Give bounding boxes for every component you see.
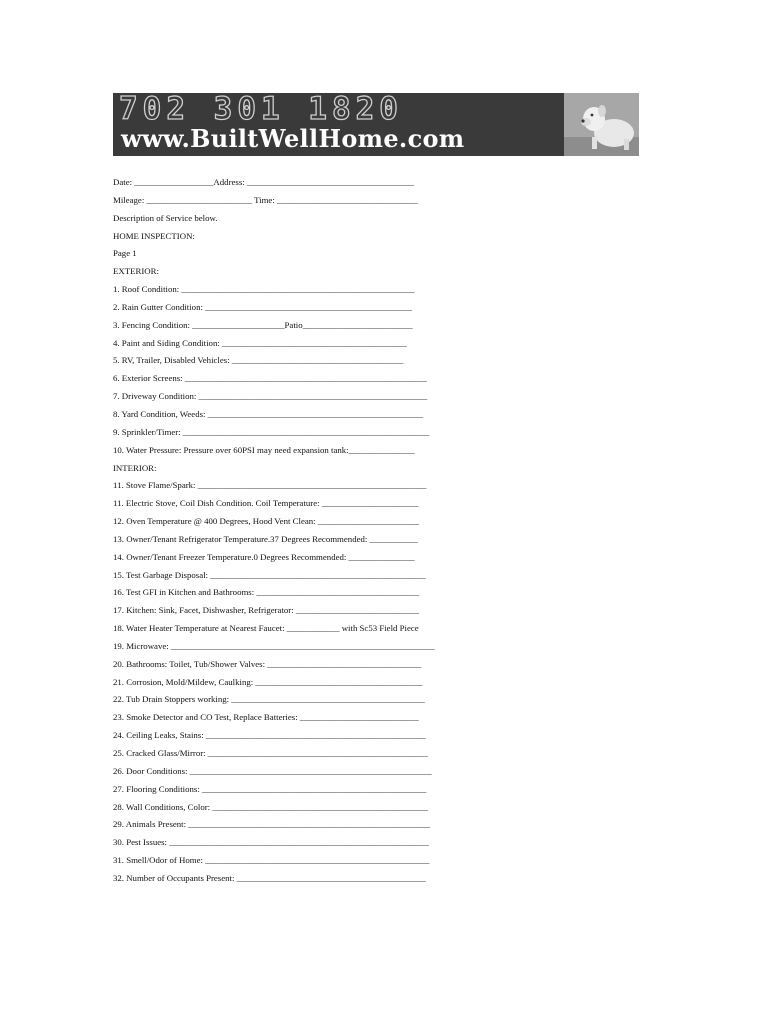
form-line: 6. Exterior Screens: _______________________________________________________ bbox=[113, 373, 427, 384]
form-line: 25. Cracked Glass/Mirror: __________________________________________________ bbox=[113, 748, 428, 758]
form-line: 1. Roof Condition: _____________________________________________________ bbox=[113, 284, 415, 295]
form-line: 13. Owner/Tenant Refrigerator Temperature.37 Degrees Recommended: ___________ bbox=[113, 533, 418, 544]
form-line: 31. Smell/Odor of Home: ___________________________________________________ bbox=[113, 855, 430, 866]
dog-photo-icon bbox=[564, 93, 639, 156]
form-line: 22. Tub Drain Stoppers working: ____________________________________________ bbox=[113, 694, 425, 705]
form-line: 23. Smoke Detector and CO Test, Replace Batteries: ___________________________ bbox=[113, 712, 419, 723]
form-line: 17. Kitchen: Sink, Facet, Dishwasher, Refrigerator: ____________________________ bbox=[113, 605, 420, 616]
header-banner bbox=[113, 93, 639, 156]
form-line: 3. Fencing Condition: _____________________Patio_________________________ bbox=[113, 319, 413, 330]
form-line: 19. Microwave: ____________________________________________________________ bbox=[113, 640, 435, 651]
form-line: 21. Corrosion, Mold/Mildew, Caulking: ______________________________________ bbox=[113, 676, 423, 687]
form-line: 14. Owner/Tenant Freezer Temperature.0 Degrees Recommended: _______________ bbox=[113, 551, 415, 562]
inspection-form bbox=[113, 174, 653, 888]
form-line: 26. Door Conditions: _______________________________________________________ bbox=[113, 765, 432, 776]
phone-number: 702 301 1820 bbox=[119, 93, 403, 127]
form-line: Description of Service below. bbox=[113, 212, 218, 223]
form-line: 20. Bathrooms: Toilet, Tub/Shower Valves: ___________________________________ bbox=[113, 658, 422, 669]
form-line: HOME INSPECTION: bbox=[113, 230, 195, 241]
form-line: 27. Flooring Conditions: ___________________________________________________ bbox=[113, 783, 427, 794]
form-line: 5. RV, Trailer, Disabled Vehicles: _______________________________________ bbox=[113, 355, 404, 366]
form-line: 30. Pest Issues: ___________________________________________________________ bbox=[113, 837, 429, 848]
form-line: INTERIOR: bbox=[113, 462, 157, 473]
form-line: Date: __________________Address: ______________________________________ bbox=[113, 177, 415, 187]
form-line: 7. Driveway Condition: ____________________________________________________ bbox=[113, 391, 428, 402]
form-line: 11. Electric Stove, Coil Dish Condition. Coil Temperature: ______________________ bbox=[113, 498, 419, 509]
form-line: 10. Water Pressure: Pressure over 60PSI may need expansion tank:_______________ bbox=[113, 444, 415, 455]
form-line: 4. Paint and Siding Condition: __________________________________________ bbox=[113, 337, 407, 348]
form-line: 28. Wall Conditions, Color: _________________________________________________ bbox=[113, 801, 428, 812]
form-line: 8. Yard Condition, Weeds: _________________________________________________ bbox=[113, 408, 424, 419]
form-line: EXTERIOR: bbox=[113, 266, 159, 277]
form-line: 11. Stove Flame/Spark: ____________________________________________________ bbox=[113, 480, 427, 491]
form-line: 12. Oven Temperature @ 400 Degrees, Hood Vent Clean: _______________________ bbox=[113, 516, 419, 527]
form-line: Mileage: ________________________ Time: ________________________________ bbox=[113, 194, 418, 205]
form-line: 18. Water Heater Temperature at Nearest Faucet: ____________ with Sc53 Field Piece bbox=[113, 623, 419, 634]
form-line: 9. Sprinkler/Timer: ________________________________________________________ bbox=[113, 426, 430, 437]
form-line: 15. Test Garbage Disposal: _________________________________________________ bbox=[113, 569, 426, 580]
website-url: www.BuiltWellHome.com bbox=[121, 124, 465, 153]
form-line: 29. Animals Present: _______________________________________________________ bbox=[113, 819, 431, 830]
form-line: Page 1 bbox=[113, 248, 137, 259]
form-line: 2. Rain Gutter Condition: _______________________________________________ bbox=[113, 301, 412, 312]
form-line: 32. Number of Occupants Present: ___________________________________________ bbox=[113, 872, 426, 883]
form-line: 24. Ceiling Leaks, Stains: __________________________________________________ bbox=[113, 730, 426, 741]
form-line: 16. Test GFI in Kitchen and Bathrooms: _____________________________________ bbox=[113, 587, 420, 598]
